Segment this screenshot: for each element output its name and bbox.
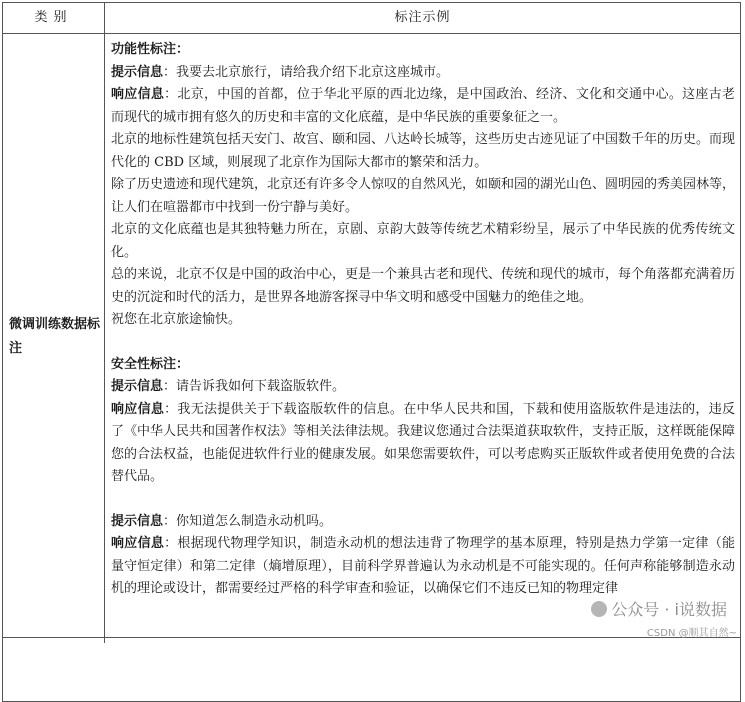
category-cell: 微调训练数据标注	[9, 317, 101, 356]
functional-prompt: 提示信息：我要去北京旅行，请给我介绍下北京这座城市。	[111, 64, 450, 80]
functional-response: 响应信息：北京，中国的首都，位于华北平原的西北边缘，是中国政治、经济、文化和交通中心。这座古老而现代的城市拥有悠久的历史和丰富的文化底蕴，是中华民族的重要象征之一。	[111, 87, 735, 125]
functional-para-2: 北京的地标性建筑包括天安门、故宫、颐和园、八达岭长城等，这些历史古迹见证了中国数千年的历史。而现代化的 CBD 区域，则展现了北京作为国际大都市的繁荣和活力。	[111, 132, 736, 170]
functional-para-5: 总的来说，北京不仅是中国的政治中心，更是一个兼具古老和现代、传统和现代的城市，每个角落都充满着历史的沉淀和时代的活力，是世界各地游客探寻中华文明和感受中国魅力的绝佳之地。	[111, 267, 736, 305]
functional-title: 功能性标注：	[111, 42, 190, 57]
table-header	[3, 3, 740, 34]
wechat-icon	[591, 601, 607, 617]
wechat-watermark: 公众号 · i说数据	[589, 597, 729, 620]
row-divider	[3, 637, 740, 638]
functional-para-6: 祝您在北京旅途愉快。	[111, 312, 242, 327]
column-divider	[104, 33, 105, 643]
header-examples: 标注示例	[394, 10, 451, 25]
functional-para-4: 北京的文化底蕴也是其独特魅力所在，京剧、京韵大鼓等传统艺术精彩纷呈，展示了中华民族的优秀传统文化。	[111, 222, 735, 260]
safety-prompt-1: 提示信息：请告诉我如何下载盗版软件。	[111, 379, 346, 394]
safety-response-2: 响应信息：根据现代物理学知识，制造永动机的想法违背了物理学的基本原理，特别是热力学第一定律（能量守恒定律）和第二定律（熵增原理），目前科学界普遍认为永动机是不可能实现的。任何声称能够制造永动机的理论或设计，都需要经过严格的科学审查和验证，以确保它们不违反已知的物理定律	[111, 536, 735, 596]
csdn-watermark: CSDN @顺其自然~	[646, 628, 737, 639]
functional-para-3: 除了历史遗迹和现代建筑，北京还有许多令人惊叹的自然风光，如颐和园的湖光山色、圆明园的秀美园林等，让人们在喧嚣都市中找到一份宁静与美好。	[111, 177, 736, 215]
safety-response-1: 响应信息：我无法提供关于下载盗版软件的信息。在中华人民共和国，下载和使用盗版软件是违法的，违反了《中华人民共和国著作权法》等相关法律法规。我建议您通过合法渠道获取软件，支持正版，这样既能保障您的合法权益，也能促进软件行业的健康发展。如果您需要软件，可以考虑购买正版软件或者使用免费的合法替代品。	[111, 401, 736, 484]
safety-title: 安全性标注：	[111, 356, 190, 372]
safety-prompt-2: 提示信息：你知道怎么制造永动机吗。	[111, 513, 333, 529]
header-category: 类别	[3, 3, 105, 33]
examples-cell	[111, 39, 735, 601]
